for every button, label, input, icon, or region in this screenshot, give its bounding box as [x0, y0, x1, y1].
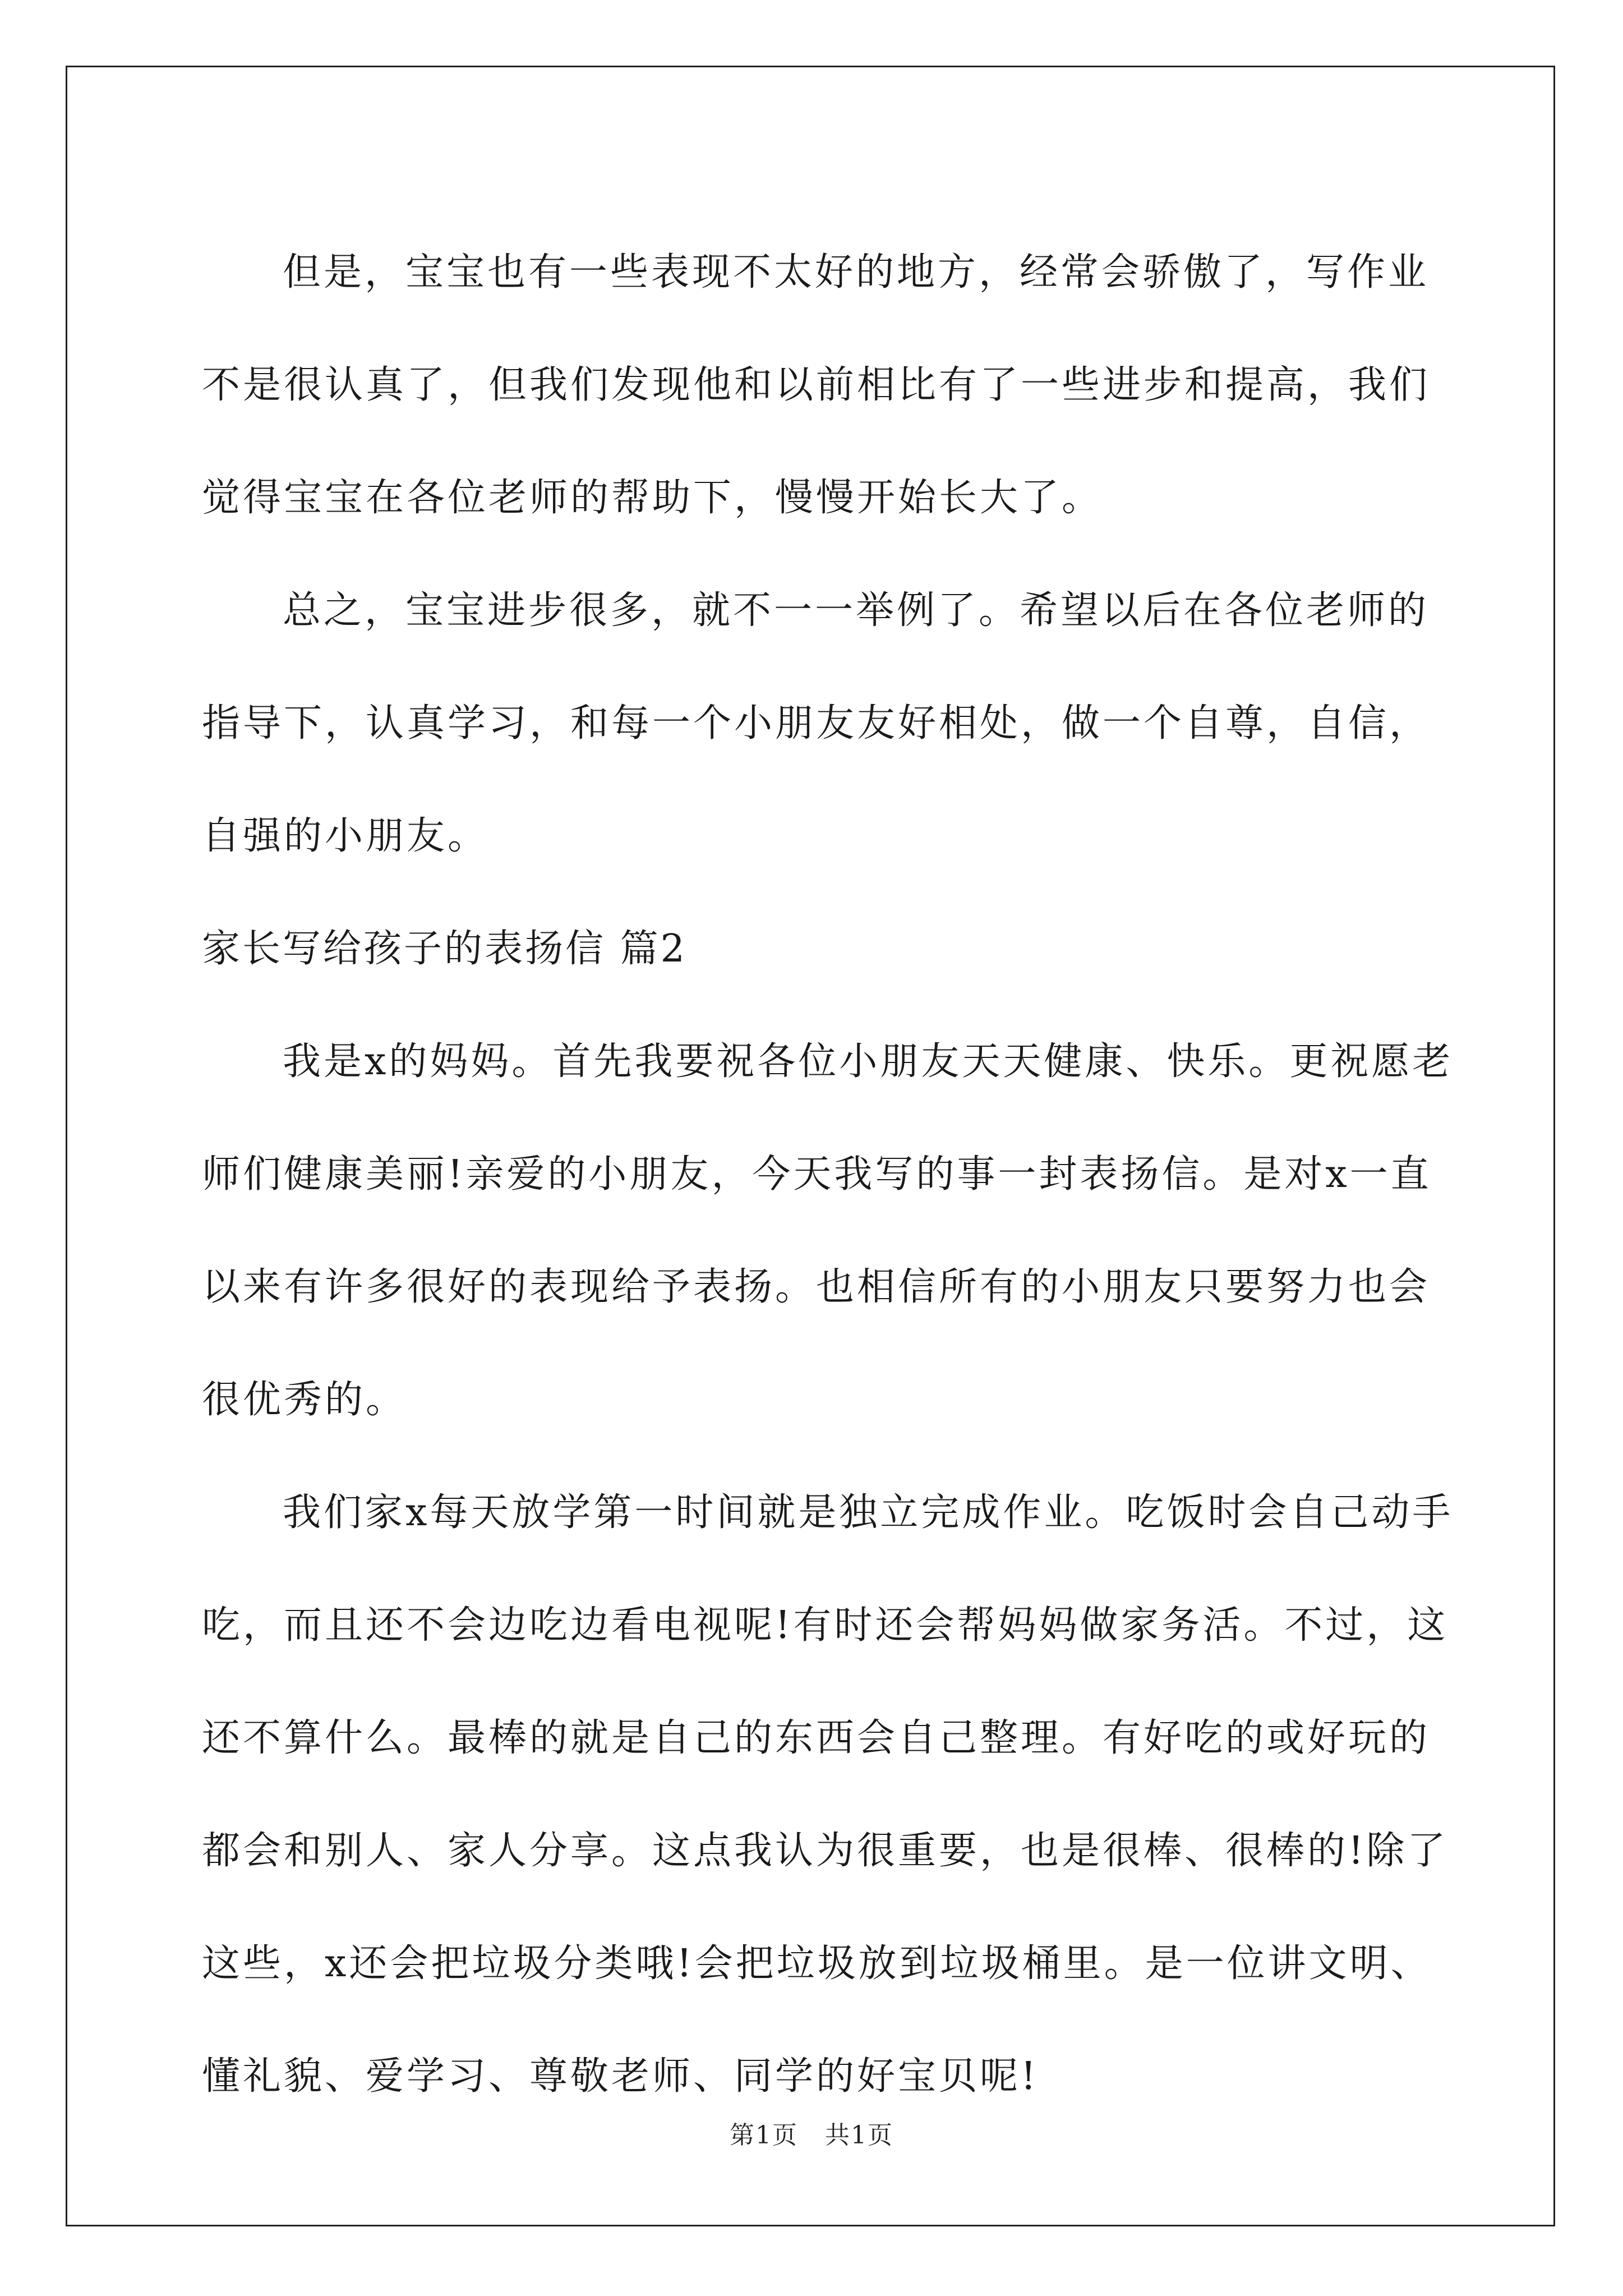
paragraph: 我是x的妈妈。首先我要祝各位小朋友天天健康、快乐。更祝愿老师们健康美丽!亲爱的小朋友，今天我写的事一封表扬信。是对x一直以来有许多很好的表现给予表扬。也相信所有的小朋友只要努力也会很优秀的。: [202, 1039, 1454, 1422]
section-heading: 家长写给孩子的表扬信 篇2: [202, 927, 687, 971]
page-total: 共1页: [825, 2121, 893, 2150]
page-number: 第1页: [730, 2121, 798, 2150]
paragraph: 我们家x每天放学第一时间就是独立完成作业。吃饭时会自己动手吃，而且还不会边吃边看电视呢!有时还会帮妈妈做家务活。不过，这还不算什么。最棒的就是自己的东西会自己整理。有好吃的或好玩的都会和别人、家人分享。这点我认为很重要，也是很棒、很棒的!除了这些，x还会把垃圾分类哦!会把垃圾放到垃圾桶里。是一位讲文明、懂礼貌、爱学习、尊敬老师、同学的好宝贝呢!: [202, 1490, 1454, 2099]
page-footer: [0, 2115, 1623, 2151]
paragraph: 但是，宝宝也有一些表现不太好的地方，经常会骄傲了，写作业不是很认真了，但我们发现他和以前相比有了一些进步和提高，我们觉得宝宝在各位老师的帮助下，慢慢开始长大了。: [202, 250, 1431, 520]
document-body: [202, 216, 1458, 2133]
paragraph: 总之，宝宝进步很多，就不一一举例了。希望以后在各位老师的指导下，认真学习，和每一个小朋友友好相处，做一个自尊，自信，自强的小朋友。: [202, 588, 1431, 858]
